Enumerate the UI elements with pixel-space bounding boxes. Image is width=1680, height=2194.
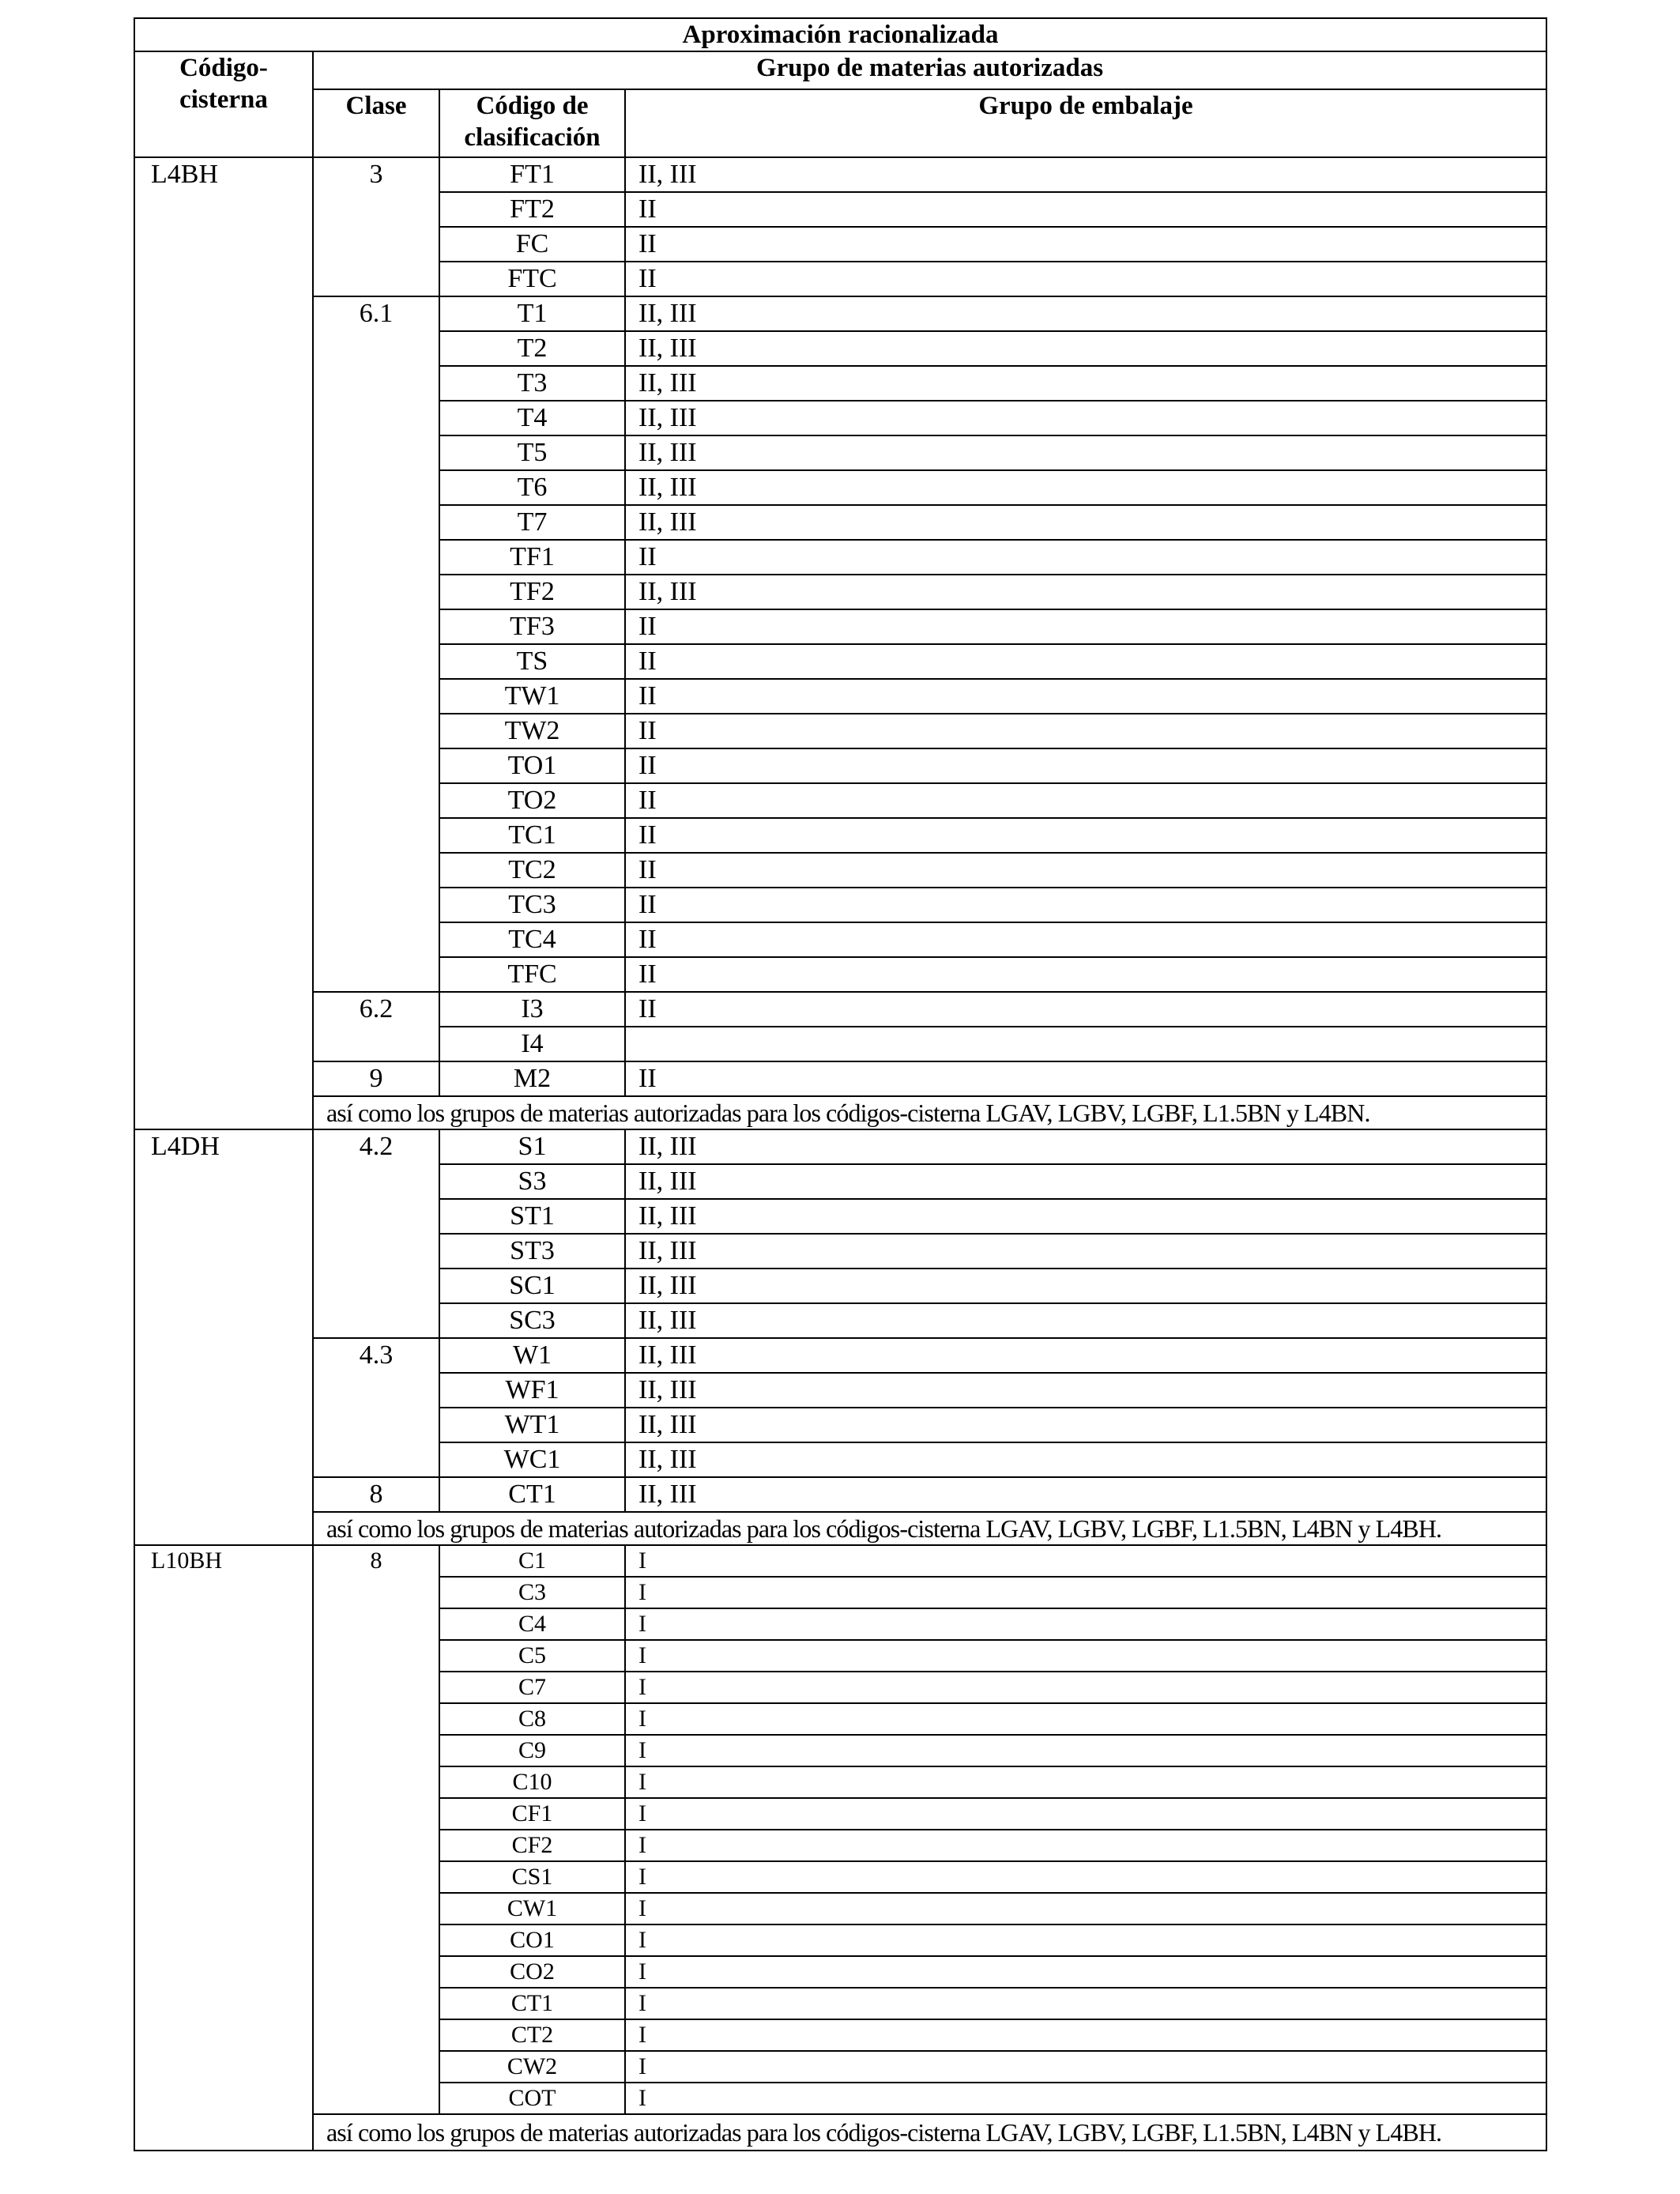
cell-codigo-clasificacion: CT1 [439,1988,625,2019]
cell-grupo-embalaje: II [625,679,1546,714]
cell-grupo-embalaje: I [625,1798,1546,1830]
cell-codigo-clasificacion: T6 [439,470,625,505]
cell-grupo-embalaje: II [625,262,1546,296]
cell-grupo-embalaje: II, III [625,157,1546,192]
cell-codigo-clasificacion: ST1 [439,1199,625,1234]
cell-grupo-embalaje: I [625,1735,1546,1766]
cell-grupo-embalaje: II, III [625,1338,1546,1373]
cell-grupo-embalaje: I [625,2019,1546,2051]
cell-codigo-clasificacion: FT1 [439,157,625,192]
cell-grupo-embalaje: II, III [625,1199,1546,1234]
cell-grupo-embalaje: II [625,992,1546,1027]
cell-codigo-clasificacion: TC2 [439,853,625,888]
cell-codigo-clasificacion: CO1 [439,1924,625,1956]
cell-grupo-embalaje: I [625,2083,1546,2114]
table-row [134,1129,1546,1164]
cell-grupo-embalaje: I [625,1956,1546,1988]
header-codigo-clasificacion: Código de clasificación [439,89,625,157]
cell-grupo-embalaje: II, III [625,435,1546,470]
header-grupo-materias: Grupo de materias autorizadas [313,51,1546,89]
cell-codigo-clasificacion: WC1 [439,1442,625,1477]
cell-codigo-clasificacion: TW2 [439,714,625,748]
section-l10bh [134,1545,1546,2151]
table-row [134,1477,1546,1512]
cell-grupo-embalaje: I [625,1830,1546,1861]
cell-codigo-clasificacion: T2 [439,331,625,366]
table-row [134,296,1546,331]
cell-grupo-embalaje: I [625,1703,1546,1735]
section-l4bh [134,157,1546,1129]
cell-grupo-embalaje: I [625,1988,1546,2019]
cell-grupo-embalaje: II [625,540,1546,575]
cell-codigo-clasificacion: T3 [439,366,625,401]
cell-codigo-clasificacion: TC3 [439,888,625,922]
cell-grupo-embalaje: II, III [625,1234,1546,1269]
table-title: Aproximación racionalizada [134,18,1546,51]
note-row [134,1512,1546,1545]
cell-codigo-clasificacion: SC3 [439,1303,625,1338]
cell-codigo-clasificacion: CT2 [439,2019,625,2051]
table-row [134,1338,1546,1373]
note-row [134,1096,1546,1129]
cell-grupo-embalaje: II [625,853,1546,888]
cell-grupo-embalaje: II, III [625,366,1546,401]
cell-codigo-clasificacion: TO2 [439,783,625,818]
cell-grupo-embalaje: I [625,1640,1546,1672]
cell-grupo-embalaje: II, III [625,296,1546,331]
cell-codigo-clasificacion: TC1 [439,818,625,853]
cell-codigo-clasificacion: C10 [439,1766,625,1798]
cell-grupo-embalaje: II [625,783,1546,818]
cell-codigo-clasificacion: TF3 [439,609,625,644]
cell-clase: 4.3 [313,1338,439,1477]
cell-grupo-embalaje: I [625,1577,1546,1608]
table-header [134,18,1546,157]
cell-codigo-clasificacion: C5 [439,1640,625,1672]
cell-codigo-clasificacion: CT1 [439,1477,625,1512]
cell-codigo-clasificacion: TFC [439,957,625,992]
cell-grupo-embalaje: II, III [625,1129,1546,1164]
cell-grupo-embalaje: I [625,1608,1546,1640]
cell-codigo-clasificacion: TC4 [439,922,625,957]
cell-codigo-cisterna: L4DH [134,1129,313,1545]
cell-codigo-clasificacion: T7 [439,505,625,540]
cell-grupo-embalaje: I [625,1861,1546,1893]
cell-grupo-embalaje: II [625,644,1546,679]
cell-codigo-clasificacion: TF2 [439,575,625,609]
cell-grupo-embalaje: II [625,1061,1546,1096]
cell-grupo-embalaje: II [625,888,1546,922]
cell-codigo-clasificacion: C8 [439,1703,625,1735]
cell-grupo-embalaje: II, III [625,1477,1546,1512]
cell-grupo-embalaje: II, III [625,1408,1546,1442]
table-row [134,1545,1546,1577]
cell-grupo-embalaje: II [625,748,1546,783]
cell-clase: 4.2 [313,1129,439,1338]
cell-codigo-clasificacion: CW2 [439,2051,625,2083]
document-page [134,17,1546,2151]
cell-grupo-embalaje: II, III [625,401,1546,435]
cell-codigo-clasificacion: M2 [439,1061,625,1096]
section-note: así como los grupos de materias autorizadas para los códigos-cisterna LGAV, LGBV, LGBF, L1.5BN, L4BN y L4BH. [313,2114,1546,2151]
cell-codigo-clasificacion: CO2 [439,1956,625,1988]
cell-codigo-clasificacion: C1 [439,1545,625,1577]
cell-grupo-embalaje: II, III [625,505,1546,540]
section-note: así como los grupos de materias autorizadas para los códigos-cisterna LGAV, LGBV, LGBF, L1.5BN, L4BN y L4BH. [313,1512,1546,1545]
cell-grupo-embalaje: II [625,714,1546,748]
cell-codigo-clasificacion: C4 [439,1608,625,1640]
cell-grupo-embalaje: II, III [625,1303,1546,1338]
cell-grupo-embalaje: I [625,2051,1546,2083]
cell-grupo-embalaje: II [625,192,1546,227]
cell-codigo-cisterna: L4BH [134,157,313,1129]
header-codigo-cisterna: Código- cisterna [134,51,313,157]
cell-grupo-embalaje: I [625,1893,1546,1924]
cell-codigo-clasificacion: CF1 [439,1798,625,1830]
cell-grupo-embalaje: I [625,1545,1546,1577]
cell-codigo-cisterna: L10BH [134,1545,313,2151]
cell-grupo-embalaje: II, III [625,470,1546,505]
cell-grupo-embalaje: II, III [625,1373,1546,1408]
cell-codigo-clasificacion: I3 [439,992,625,1027]
cell-codigo-clasificacion: C9 [439,1735,625,1766]
header-grupo-embalaje: Grupo de embalaje [625,89,1546,157]
cell-grupo-embalaje: II, III [625,331,1546,366]
cell-codigo-clasificacion: T1 [439,296,625,331]
cell-codigo-clasificacion: T4 [439,401,625,435]
cell-clase: 6.1 [313,296,439,992]
cell-codigo-clasificacion: CF2 [439,1830,625,1861]
cell-codigo-clasificacion: S1 [439,1129,625,1164]
cell-codigo-clasificacion: W1 [439,1338,625,1373]
cell-codigo-clasificacion: CS1 [439,1861,625,1893]
cell-clase: 9 [313,1061,439,1096]
cell-grupo-embalaje: II, III [625,1164,1546,1199]
cell-clase: 3 [313,157,439,296]
cell-grupo-embalaje [625,1027,1546,1061]
header-clase: Clase [313,89,439,157]
cell-codigo-clasificacion: TF1 [439,540,625,575]
cell-grupo-embalaje: II [625,957,1546,992]
cell-clase: 8 [313,1545,439,2114]
cell-grupo-embalaje: II, III [625,1269,1546,1303]
cell-codigo-clasificacion: FC [439,227,625,262]
cell-grupo-embalaje: I [625,1672,1546,1703]
section-l4dh [134,1129,1546,1545]
cell-grupo-embalaje: II, III [625,575,1546,609]
cell-grupo-embalaje: II [625,818,1546,853]
table-row [134,992,1546,1027]
note-row [134,2114,1546,2151]
cell-codigo-clasificacion: TO1 [439,748,625,783]
cell-codigo-clasificacion: CW1 [439,1893,625,1924]
approach-table [134,17,1547,2151]
cell-codigo-clasificacion: I4 [439,1027,625,1061]
cell-codigo-clasificacion: WT1 [439,1408,625,1442]
cell-codigo-clasificacion: C3 [439,1577,625,1608]
cell-grupo-embalaje: II [625,227,1546,262]
table-row [134,1061,1546,1096]
cell-codigo-clasificacion: WF1 [439,1373,625,1408]
cell-codigo-clasificacion: T5 [439,435,625,470]
cell-grupo-embalaje: II [625,922,1546,957]
cell-codigo-clasificacion: FTC [439,262,625,296]
section-note: así como los grupos de materias autorizadas para los códigos-cisterna LGAV, LGBV, LGBF, L1.5BN y L4BN. [313,1096,1546,1129]
cell-grupo-embalaje: I [625,1924,1546,1956]
cell-grupo-embalaje: I [625,1766,1546,1798]
cell-codigo-clasificacion: TW1 [439,679,625,714]
cell-codigo-clasificacion: SC1 [439,1269,625,1303]
cell-codigo-clasificacion: S3 [439,1164,625,1199]
cell-grupo-embalaje: II, III [625,1442,1546,1477]
cell-codigo-clasificacion: C7 [439,1672,625,1703]
cell-codigo-clasificacion: ST3 [439,1234,625,1269]
table-row [134,157,1546,192]
cell-clase: 6.2 [313,992,439,1061]
cell-grupo-embalaje: II [625,609,1546,644]
cell-codigo-clasificacion: COT [439,2083,625,2114]
cell-codigo-clasificacion: TS [439,644,625,679]
cell-clase: 8 [313,1477,439,1512]
cell-codigo-clasificacion: FT2 [439,192,625,227]
